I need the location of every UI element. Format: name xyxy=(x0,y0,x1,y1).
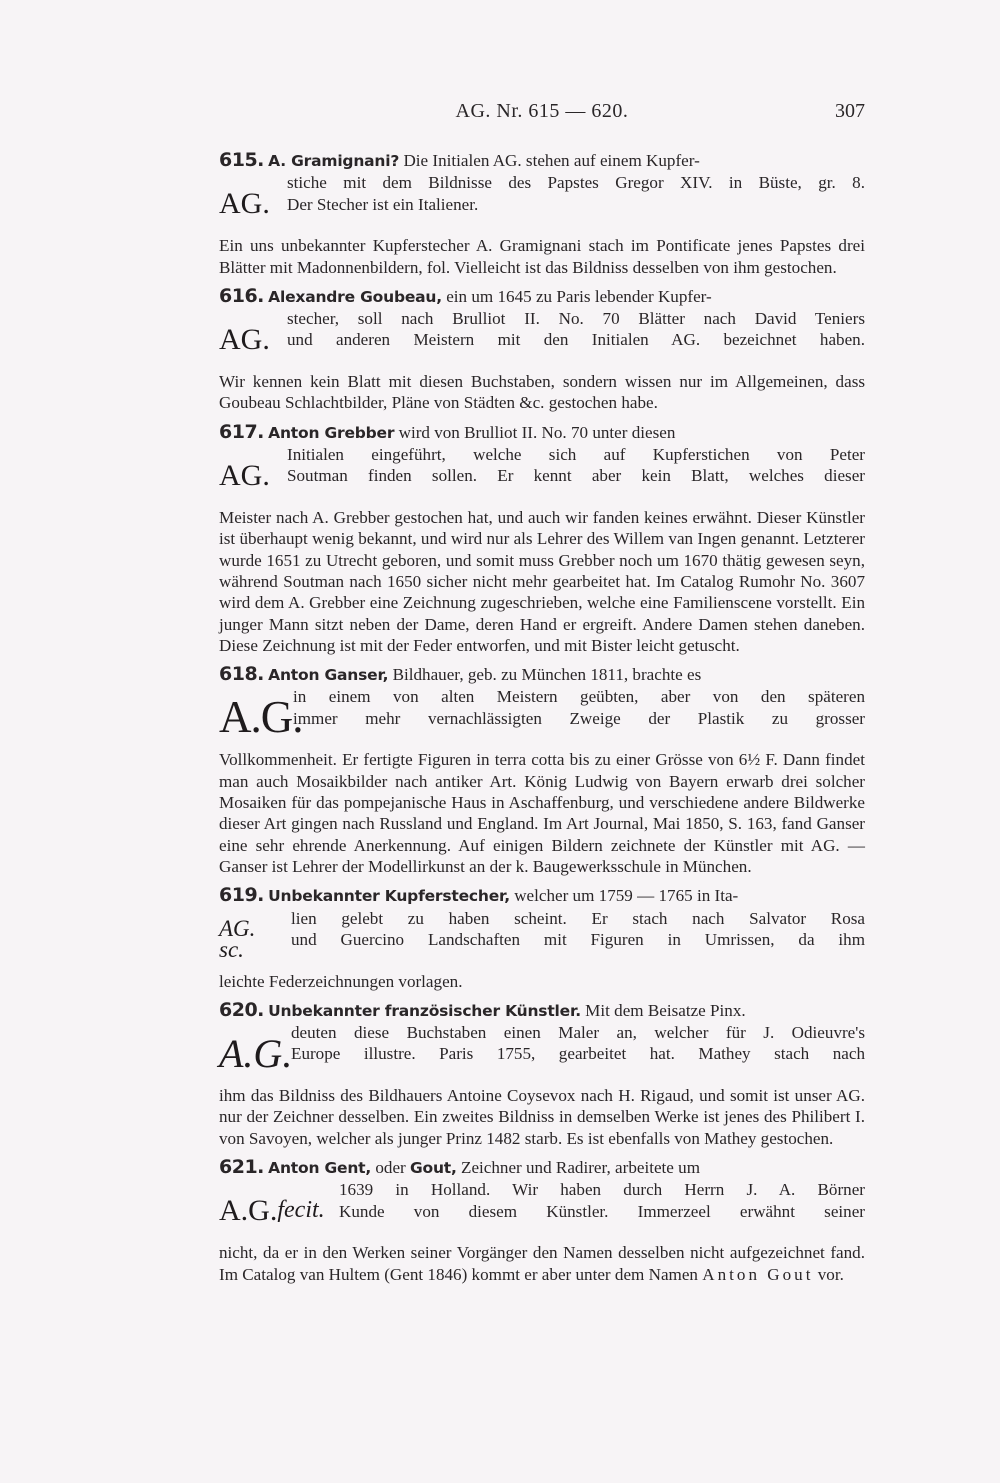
monogram: AG. xyxy=(219,187,270,221)
artist-name: A. Gramignani? xyxy=(268,152,400,170)
entry-body xyxy=(219,1242,865,1285)
entry-body: Ein uns unbekannter Kupferstecher A. Gramignani stach im Pontificate jenes Papstes drei Blätter mit Madonnenbildern, fol. Vielleicht ist das Bildniss desselben von ihm gestochen. xyxy=(219,236,865,277)
artist-name: Anton Grebber xyxy=(268,423,395,442)
entry-number: 621. xyxy=(219,1156,264,1179)
entry-headline xyxy=(219,150,865,172)
headline-connector: oder xyxy=(375,1158,406,1178)
entry-headline xyxy=(219,1000,865,1022)
monogram-line: immer mehr vernachlässigten Zweige der Plastik zu grosser xyxy=(293,708,865,728)
headline-text: welcher um 1759 — 1765 in Ita- xyxy=(514,886,739,906)
entry-number: 615. xyxy=(219,149,264,171)
entry-617 xyxy=(219,422,865,656)
monogram-line: 1639 in Holland. Wir haben durch Herrn J. A. Börner xyxy=(339,1180,865,1200)
monogram-line: Kunde von diesem Künstler. Immerzeel erwähnt seiner xyxy=(339,1201,865,1221)
monogram-line: stecher, soll nach Brulliot II. No. 70 Blätter nach David Teniers xyxy=(287,309,865,329)
headline-text: Die Initialen AG. stehen auf einem Kupfer- xyxy=(403,151,700,170)
entry-body: Wir kennen kein Blatt mit diesen Buchstaben, sondern wissen nur im Allgemeinen, dass Goubeau Schlachtbilder, Pläne von Städten &c. gestochen habe. xyxy=(219,372,865,413)
monogram-fecit: fecit. xyxy=(277,1197,325,1224)
monogram-block xyxy=(219,444,865,507)
monogram-line: und anderen Meistern mit den Initialen AG. bezeichnet haben. xyxy=(287,330,865,350)
artist-name-alt: Gout, xyxy=(410,1159,457,1178)
entry-616 xyxy=(219,286,865,414)
entry-headline xyxy=(219,1157,865,1179)
entry-621 xyxy=(219,1157,865,1285)
monogram-block xyxy=(219,686,865,749)
monogram: A.G. xyxy=(219,1030,293,1076)
entry-body: Meister nach A. Grebber gestochen hat, und auch wir fanden keines erwähnt. Dieser Künstler ist überhaupt wenig bekannt, und wird nur als Lehrer des Willem van Ingen genannt. Letzterer wurde 1651 zu Utrecht geboren, und somit muss Grebber noch um 1670 thätig gewesen seyn, während Soutman nach 1650 sicher nicht mehr gearbeitet hat. Im Catalog Rumohr No. 3607 wird dem A. Grebber eine Zeichnung zugeschrieben, welche eine Familienscene vorstellt. Ein junger Mann sitzt neben der Dame, deren Hand er ergreift. Andere Damen stehen daneben. Diese Zeichnung ist mit der Feder entworfen, und mit Bister leicht getuscht. xyxy=(219,508,865,655)
entry-620 xyxy=(219,1000,865,1149)
entry-body: ihm das Bildniss des Bildhauers Antoine Coysevox nach H. Rigaud, und somit ist unser AG. nur der Zeichner desselben. Ein zweites Bildniss in demselben Werke ist jenes des Philibert I. von Savoyen, welcher als junger Prinz 1482 starb. Es ist ebenfalls von Mathey gestochen. xyxy=(219,1086,865,1148)
entry-number: 619. xyxy=(219,884,264,907)
main-text xyxy=(219,150,865,1293)
monogram xyxy=(219,1179,339,1242)
monogram-line: stiche mit dem Bildnisse des Papstes Gregor XIV. in Büste, gr. 8. xyxy=(287,173,865,193)
entry-headline xyxy=(219,885,865,907)
entry-headline xyxy=(219,422,865,444)
spaced-name: Anton Gout xyxy=(702,1264,814,1284)
monogram-block xyxy=(219,1179,865,1242)
page-header xyxy=(219,100,865,130)
entry-headline xyxy=(219,286,865,308)
headline-text: wird von Brulliot II. No. 70 unter diesen xyxy=(398,422,676,442)
entry-headline xyxy=(219,664,865,686)
entry-number: 617. xyxy=(219,420,264,443)
monogram: A.G. xyxy=(219,692,303,743)
monogram-line: in einem von alten Meistern geübten, aber von den späteren xyxy=(293,687,865,707)
headline-text: Zeichner und Radirer, arbeitete um xyxy=(461,1158,700,1178)
entry-body-end: vor. xyxy=(817,1264,844,1284)
monogram-line: Initialen eingeführt, welche sich auf Kupferstichen von Peter xyxy=(287,445,865,465)
monogram: AG. sc. xyxy=(219,915,256,963)
monogram-line: Der Stecher ist ein Italiener. xyxy=(287,194,479,214)
monogram-line: und Guercino Landschaften mit Figuren in Umrissen, da ihm xyxy=(291,929,865,949)
monogram-line: lien gelebt zu haben scheint. Er stach nach Salvator Rosa xyxy=(291,908,865,928)
artist-name: Unbekannter französischer Künstler. xyxy=(268,1001,581,1020)
entry-body-text: nicht, da er in den Werken seiner Vorgänger den Namen desselben nicht aufgezeichnet fand. Im Catalog van Hultem (Gent 1846) kommt er aber unter dem Namen xyxy=(219,1243,865,1284)
running-title: AG. Nr. 615 — 620. xyxy=(455,100,629,122)
monogram-line: Europe illustre. Paris 1755, gearbeitet hat. Mathey stach nach xyxy=(291,1044,865,1064)
monogram-letters: A.G. xyxy=(219,1194,278,1228)
entry-618 xyxy=(219,664,865,877)
headline-text: Bildhauer, geb. zu München 1811, brachte es xyxy=(392,665,702,685)
entry-body: Vollkommenheit. Er fertigte Figuren in terra cotta bis zu einer Grösse von 6½ F. Dann findet man auch Mosaikbilder nach antiker Art. König Ludwig von Bayern erwarb drei solcher Mosaiken für das pompejanische Haus in Aschaffenburg, und verschiedene andere Bildwerke dieser Art gingen nach Russland und England. Im Art Journal, Mai 1850, S. 163, fand Ganser eine sehr ehrende Anerkennung. Auf einigen Bildern zeichnete der Künstler mit AG. — Ganser ist Lehrer der Modellirkunst an der k. Baugewerksschule in München. xyxy=(219,750,865,876)
monogram: AG. xyxy=(219,458,270,492)
artist-name: Anton Ganser, xyxy=(268,666,389,685)
entry-body: leichte Federzeichnungen vorlagen. xyxy=(219,971,463,991)
monogram-line: Soutman finden sollen. Er kennt aber kein Blatt, welches dieser xyxy=(287,466,865,486)
monogram-block xyxy=(219,308,865,371)
artist-name: Unbekannter Kupferstecher, xyxy=(268,887,510,906)
monogram: AG. xyxy=(219,323,270,357)
artist-name: Alexandre Goubeau, xyxy=(268,287,442,306)
monogram-block xyxy=(219,1022,865,1085)
headline-text: Mit dem Beisatze Pinx. xyxy=(585,1000,746,1020)
entry-number: 616. xyxy=(219,284,264,307)
page-number: 307 xyxy=(835,100,865,122)
monogram-block xyxy=(219,908,865,971)
headline-text: ein um 1645 zu Paris lebender Kupfer- xyxy=(446,286,712,306)
entry-number: 620. xyxy=(219,998,264,1021)
monogram-block xyxy=(219,172,865,235)
monogram-line: deuten diese Buchstaben einen Maler an, welcher für J. Odieuvre's xyxy=(291,1023,865,1043)
entry-619 xyxy=(219,885,865,992)
entry-615 xyxy=(219,150,865,278)
entry-number: 618. xyxy=(219,663,264,686)
artist-name: Anton Gent, xyxy=(268,1159,372,1178)
